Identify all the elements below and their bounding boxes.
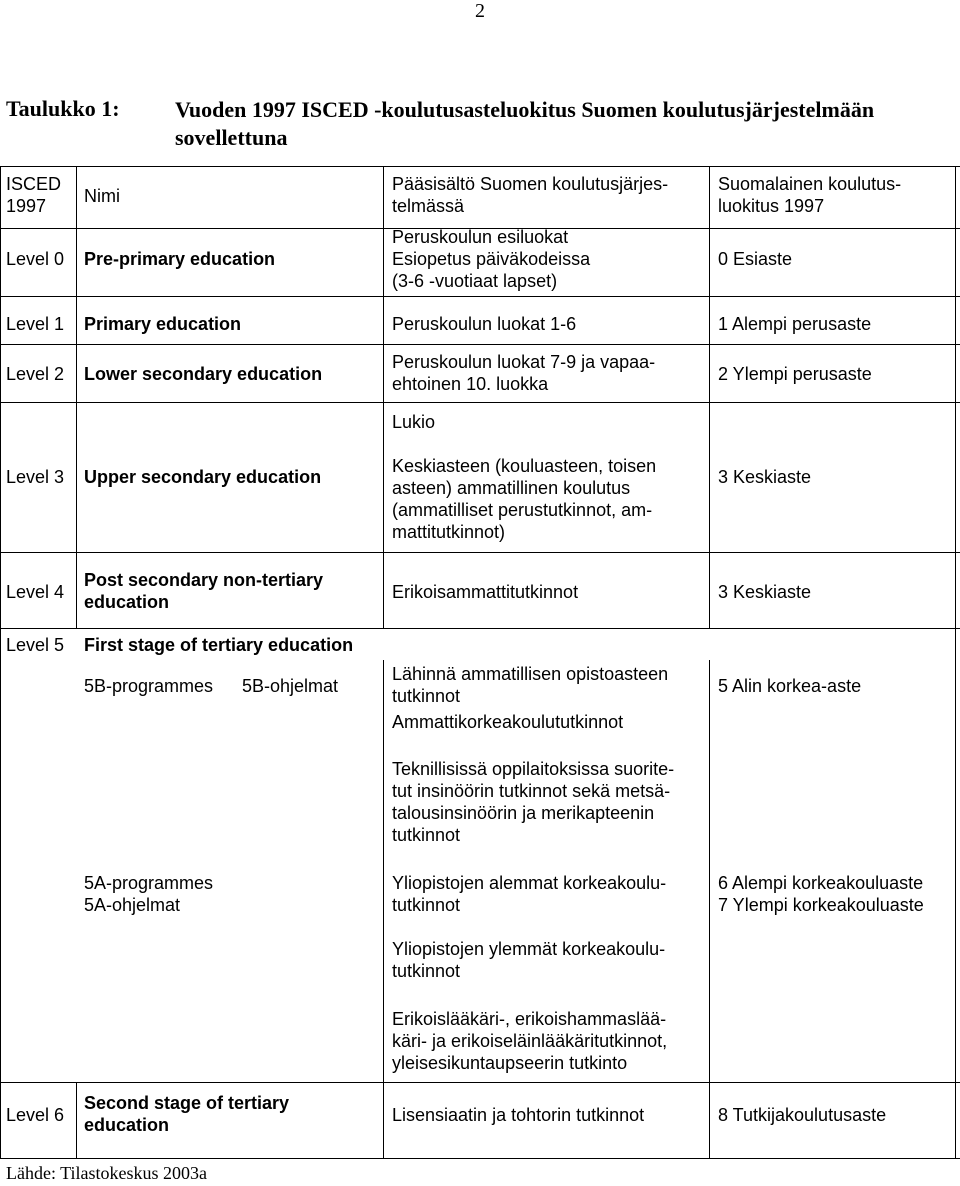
header-finnish-line-2: luokitus 1997: [718, 196, 825, 216]
level-0-content-line-2: Esiopetus päiväkodeissa: [392, 249, 591, 269]
table-title: [175, 96, 960, 152]
divider-name-content-upper: [383, 166, 384, 628]
level-3-content: [392, 455, 656, 543]
level-0-name: Pre-primary education: [84, 249, 276, 269]
level-5b-finnish: 5 Alin korkea-aste: [718, 676, 862, 696]
rule-after-level-3: [0, 552, 960, 553]
level-5b-content-3-line-1: Teknillisissä oppilaitoksissa suorite-: [392, 759, 675, 779]
level-5a-finnish-line-1: 6 Alempi korkeakouluaste: [718, 873, 924, 893]
level-5b-content-2: Ammattikorkeakoulututkinnot: [392, 712, 624, 732]
divider-content-finnish-lower: [709, 660, 710, 1158]
level-2-finnish: 2 Ylempi perusaste: [718, 364, 872, 384]
table-top-rule: [0, 166, 960, 167]
level-6-content: Lisensiaatin ja tohtorin tutkinnot: [392, 1105, 645, 1125]
source-note: Lähde: Tilastokeskus 2003a: [6, 1163, 207, 1183]
level-5a-content-1-line-2: tutkinnot: [392, 895, 461, 915]
level-5-name: First stage of tertiary education: [84, 635, 354, 655]
level-0-finnish: 0 Esiaste: [718, 249, 793, 269]
level-4-content: Erikoisammattitutkinnot: [392, 582, 579, 602]
border-left: [0, 166, 1, 1159]
header-isced-line-2: 1997: [6, 196, 47, 216]
level-6-code: Level 6: [6, 1105, 65, 1125]
level-1-code: Level 1: [6, 314, 65, 334]
level-4-code: Level 4: [6, 582, 65, 602]
page-number: 2: [475, 0, 485, 22]
level-5a-content-2: [392, 938, 665, 982]
header-isced: [6, 173, 61, 217]
table-bottom-rule: [0, 1158, 960, 1159]
level-5a-content-1: [392, 872, 666, 916]
divider-level-name-lower: [76, 1082, 77, 1158]
level-5a-ohjelmat: 5A-ohjelmat: [84, 895, 181, 915]
level-5a-content-3: [392, 1008, 667, 1074]
level-2-name: Lower secondary education: [84, 364, 323, 384]
level-5b-content-3-line-2: tut insinöörin tutkinnot sekä metsä-: [392, 781, 671, 801]
level-0-content-line-1: Peruskoulun esiluokat: [392, 227, 569, 247]
level-3-content-line-3: (ammatilliset perustutkinnot, am-: [392, 500, 653, 520]
level-5b-content-1: [392, 663, 668, 707]
level-5a-finnish-line-2: 7 Ylempi korkeakouluaste: [718, 895, 924, 915]
level-2-content-line-1: Peruskoulun luokat 7-9 ja vapaa-: [392, 352, 656, 372]
table-label: Taulukko 1:: [6, 96, 120, 121]
level-1-content: Peruskoulun luokat 1-6: [392, 314, 577, 334]
level-5a-content-2-line-1: Yliopistojen ylemmät korkeakoulu-: [392, 939, 666, 959]
border-right: [955, 166, 956, 1159]
level-0-content: [392, 226, 590, 292]
level-3-finnish: 3 Keskiaste: [718, 467, 812, 487]
level-6-name: [84, 1092, 289, 1136]
level-5b-content-3-line-4: tutkinnot: [392, 825, 461, 845]
level-5-code: Level 5: [6, 635, 65, 655]
table-title-line-2: sovellettuna: [175, 125, 288, 150]
level-5b-content-3-line-3: talousinsinöörin ja merikapteenin: [392, 803, 655, 823]
header-content-line-2: telmässä: [392, 196, 465, 216]
level-1-finnish: 1 Alempi perusaste: [718, 314, 872, 334]
divider-content-finnish-upper: [709, 166, 710, 628]
level-5a-label: [84, 872, 213, 916]
divider-level-name-upper: [76, 166, 77, 628]
header-content: [392, 173, 668, 217]
level-5b-programmes: 5B-programmes: [84, 676, 214, 696]
level-5a-content-3-line-2: käri- ja erikoiseläinlääkäritutkinnot,: [392, 1031, 668, 1051]
level-0-content-line-3: (3-6 -vuotiaat lapset): [392, 271, 558, 291]
level-4-name-line-2: education: [84, 592, 170, 612]
rule-after-level-0: [0, 296, 960, 297]
level-4-finnish: 3 Keskiaste: [718, 582, 812, 602]
level-2-content-line-2: ehtoinen 10. luokka: [392, 374, 549, 394]
level-5a-content-3-line-1: Erikoislääkäri-, erikoishammaslää-: [392, 1009, 667, 1029]
level-3-content-line-1: Keskiasteen (kouluasteen, toisen: [392, 456, 657, 476]
header-isced-line-1: ISCED: [6, 174, 62, 194]
level-3-code: Level 3: [6, 467, 65, 487]
level-5a-content-3-line-3: yleisesikuntaupseerin tutkinto: [392, 1053, 628, 1073]
level-2-code: Level 2: [6, 364, 65, 384]
header-nimi: Nimi: [84, 186, 120, 206]
header-content-line-1: Pääsisältö Suomen koulutusjärjes-: [392, 174, 669, 194]
level-3-name: Upper secondary education: [84, 467, 322, 487]
level-6-name-line-2: education: [84, 1115, 170, 1135]
level-6-finnish: 8 Tutkijakoulutusaste: [718, 1105, 887, 1125]
level-2-content: [392, 351, 655, 395]
table-title-line-1: Vuoden 1997 ISCED -koulutusasteluokitus Suomen koulutusjärjestelmään: [175, 97, 875, 122]
level-5b-content-1-line-2: tutkinnot: [392, 686, 461, 706]
level-1-name: Primary education: [84, 314, 242, 334]
level-0-code: Level 0: [6, 249, 65, 269]
level-5b-content-3: [392, 758, 674, 846]
level-5b-content-1-line-1: Lähinnä ammatillisen opistoasteen: [392, 664, 669, 684]
level-3-content-line-4: mattitutkinnot): [392, 522, 506, 542]
rule-after-level-5: [0, 1082, 960, 1083]
rule-after-level-2: [0, 402, 960, 403]
header-finnish-line-1: Suomalainen koulutus-: [718, 174, 902, 194]
level-5a-content-2-line-2: tutkinnot: [392, 961, 461, 981]
rule-after-level-1: [0, 344, 960, 345]
level-4-name: [84, 569, 323, 613]
level-4-name-line-1: Post secondary non-tertiary: [84, 570, 324, 590]
level-5a-content-1-line-1: Yliopistojen alemmat korkeakoulu-: [392, 873, 667, 893]
level-5a-programmes: 5A-programmes: [84, 873, 214, 893]
header-finnish: [718, 173, 901, 217]
level-6-name-line-1: Second stage of tertiary: [84, 1093, 290, 1113]
level-5b-ohjelmat: 5B-ohjelmat: [242, 676, 339, 696]
level-3-content-line-2: asteen) ammatillinen koulutus: [392, 478, 631, 498]
rule-after-level-4: [0, 628, 960, 629]
divider-name-content-lower: [383, 660, 384, 1158]
level-5a-finnish: [718, 872, 924, 916]
level-3-content-lukio: Lukio: [392, 412, 436, 432]
